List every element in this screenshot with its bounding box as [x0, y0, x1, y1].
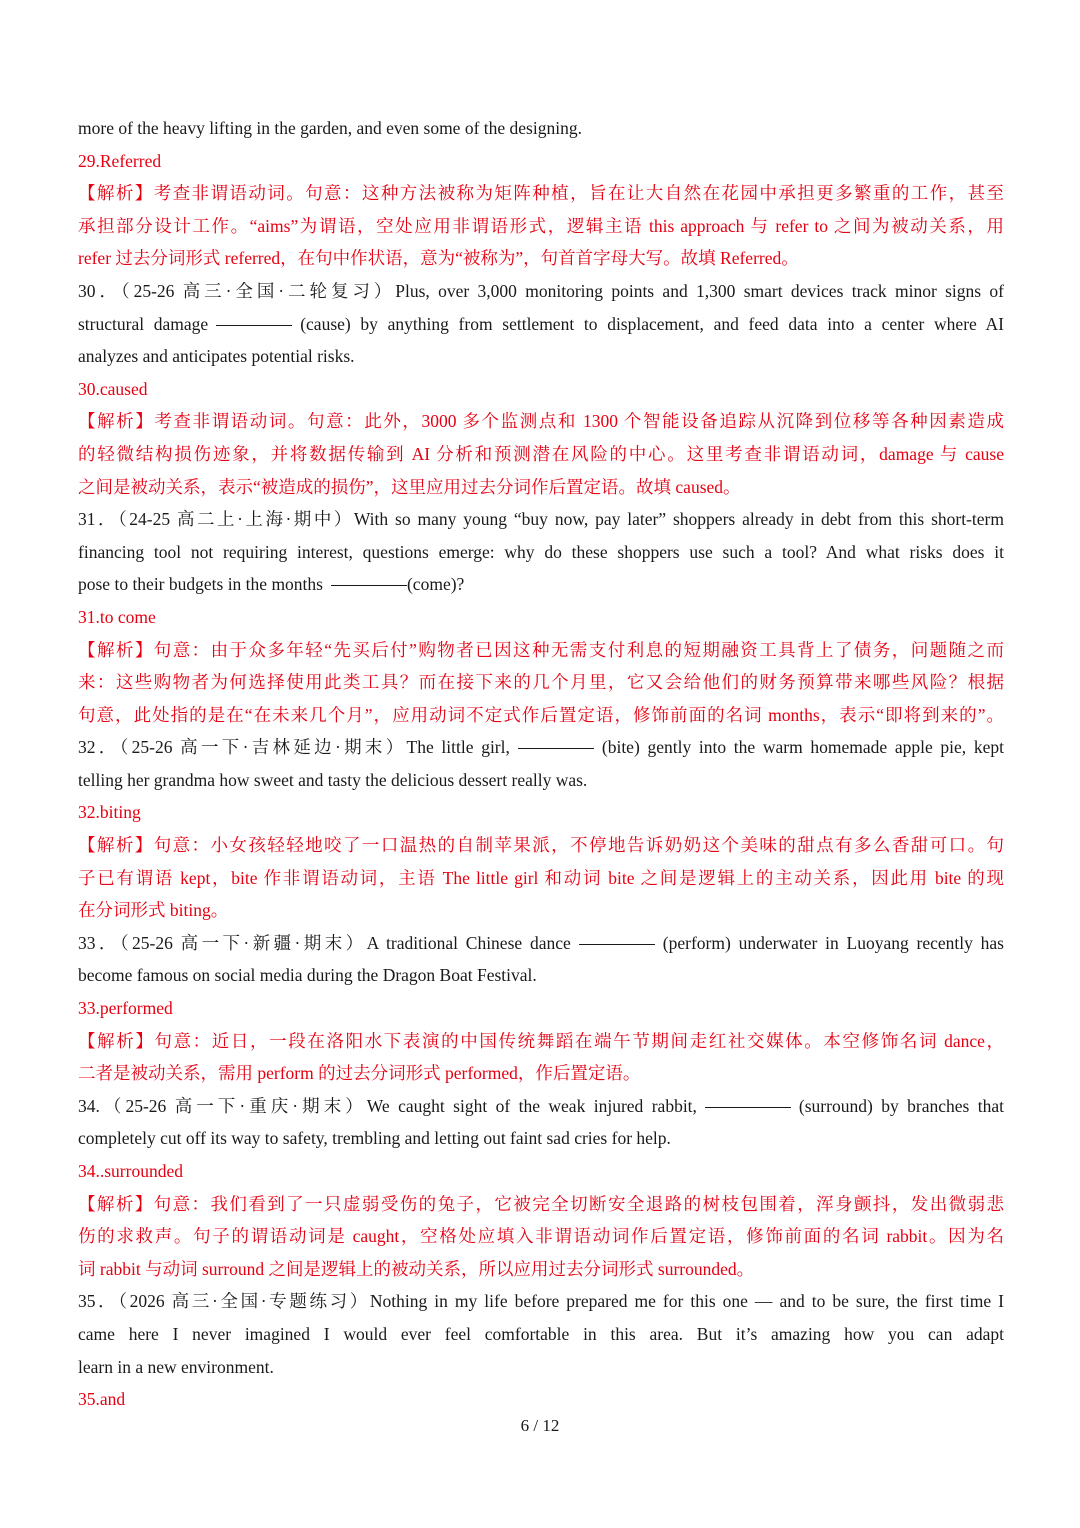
- analysis-line: 子已有谓语 kept，bite 作非谓语动词，主语 The little girl 和动词 bite 之间是逻辑上的主动关系，因此用 bite 的现: [78, 867, 1004, 888]
- question-line: completely cut off its way to safety, trembling and letting out faint sad cries for help.: [78, 1128, 671, 1149]
- answer-line: 31.to come: [78, 606, 156, 627]
- answer-line: 33.performed: [78, 998, 173, 1019]
- answer-blank: [705, 1106, 791, 1108]
- question-line: analyzes and anticipates potential risks.: [78, 346, 355, 367]
- question-text: 32．（25-26 高一下·吉林延边·期末）The little girl,: [78, 737, 510, 758]
- answer-blank: [216, 324, 292, 326]
- question-line: [78, 568, 1004, 601]
- analysis-line: 的轻微结构损伤迹象，并将数据传输到 AI 分析和预测潜在风险的中心。这里考查非谓语动词，damage 与 cause: [78, 443, 1004, 464]
- question-text: 34.（25-26 高一下·重庆·期末）We caught sight of the weak injured rabbit,: [78, 1095, 697, 1116]
- question-text: (surround) by branches that: [798, 1095, 1004, 1116]
- question-line: [78, 308, 1004, 341]
- document-body: [78, 112, 1004, 1416]
- question-text: (bite) gently into the warm homemade apple pie, kept: [601, 737, 1004, 758]
- question-line: 31．（24-25 高二上·上海·期中）With so many young “buy now, pay later” shoppers already in debt from this short-term: [78, 509, 1004, 530]
- analysis-line: 句意，此处指的是在“在未来几个月”，应用动词不定式作后置定语，修饰前面的名词 months，表示“即将到来的”。: [78, 704, 1004, 725]
- analysis-line: 二者是被动关系，需用 perform 的过去分词形式 performed，作后置定语。: [78, 1063, 641, 1084]
- question-line: learn in a new environment.: [78, 1356, 274, 1377]
- answer-line: 34..surrounded: [78, 1161, 183, 1181]
- analysis-line: 伤的求救声。句子的谓语动词是 caught，空格处应填入非谓语动词作后置定语，修饰前面的名词 rabbit。因为名: [78, 1226, 1004, 1247]
- question-line: [78, 1090, 1004, 1123]
- question-text: structural damage: [78, 313, 209, 334]
- question-line: telling her grandma how sweet and tasty the delicious dessert really was.: [78, 769, 588, 790]
- text-line: more of the heavy lifting in the garden, and even some of the designing.: [78, 118, 582, 138]
- question-line: 30．（25-26 高三·全国·二轮复习）Plus, over 3,000 monitoring points and 1,300 smart devices track minor signs of: [78, 280, 1004, 301]
- analysis-line: 来：这些购物者为何选择使用此类工具？而在接下来的几个月里，它又会给他们的财务预算带来哪些风险？根据: [78, 672, 1004, 693]
- answer-blank: [331, 584, 407, 586]
- question-line: came here I never imagined I would ever feel comfortable in this area. But it’s amazing how you can adapt: [78, 1323, 1004, 1344]
- analysis-line: 之间是被动关系，表示“被造成的损伤”，这里应用过去分词作后置定语。故填 caused。: [78, 476, 741, 497]
- analysis-line: 承担部分设计工作。“aims”为谓语，空处应用非谓语形式，逻辑主语 this approach 与 refer to 之间为被动关系，用: [78, 215, 1004, 236]
- answer-line: 32.biting: [78, 802, 141, 823]
- page-number: 6 / 12: [520, 1416, 560, 1435]
- question-line: [78, 731, 1004, 764]
- analysis-line: 词 rabbit 与动词 surround 之间是逻辑上的被动关系，所以应用过去分词形式 surrounded。: [78, 1258, 755, 1279]
- analysis-line: 【解析】句意：小女孩轻轻地咬了一口温热的自制苹果派，不停地告诉奶奶这个美味的甜点有多么香甜可口。句: [78, 835, 1004, 856]
- question-line: financing tool not requiring interest, questions emerge: why do these shoppers use such a tool? And what risks does it: [78, 541, 1004, 562]
- analysis-line: 【解析】句意：近日，一段在洛阳水下表演的中国传统舞蹈在端午节期间走红社交媒体。本空修饰名词 dance，: [78, 1030, 1004, 1051]
- analysis-line: 在分词形式 biting。: [78, 900, 229, 921]
- question-line: become famous on social media during the Dragon Boat Festival.: [78, 965, 537, 986]
- question-text: 33．（25-26 高一下·新疆·期末）A traditional Chinese dance: [78, 932, 571, 953]
- analysis-line: 【解析】句意：由于众多年轻“先买后付”购物者已因这种无需支付利息的短期融资工具背上了债务，问题随之而: [78, 639, 1004, 660]
- answer-line: 30.caused: [78, 378, 148, 399]
- question-text: (perform) underwater in Luoyang recently has: [662, 932, 1004, 953]
- analysis-line: refer 过去分词形式 referred，在句中作状语，意为“被称为”，句首首字母大写。故填 Referred。: [78, 248, 799, 269]
- question-line: 35．（2026 高三·全国·专题练习）Nothing in my life before prepared me for this one — and to be sure, the first time I: [78, 1291, 1004, 1312]
- analysis-line: 【解析】考查非谓语动词。句意：此外，3000 多个监测点和 1300 个智能设备追踪从沉降到位移等各种因素造成: [78, 411, 1004, 432]
- question-text: pose to their budgets in the months: [78, 574, 323, 595]
- answer-blank: [579, 943, 655, 945]
- answer-blank: [518, 747, 594, 749]
- question-text: (come)?: [406, 574, 465, 595]
- answer-line: 29.Referred: [78, 150, 162, 171]
- question-text: (cause) by anything from settlement to displacement, and feed data into a center where AI: [300, 313, 1004, 334]
- analysis-line: 【解析】考查非谓语动词。句意：这种方法被称为矩阵种植，旨在让大自然在花园中承担更多繁重的工作，甚至: [78, 183, 1004, 204]
- answer-line: 35.and: [78, 1389, 126, 1410]
- analysis-line: 【解析】句意：我们看到了一只虚弱受伤的兔子，它被完全切断安全退路的树枝包围着，浑身颤抖，发出微弱悲: [78, 1193, 1004, 1214]
- question-line: [78, 927, 1004, 960]
